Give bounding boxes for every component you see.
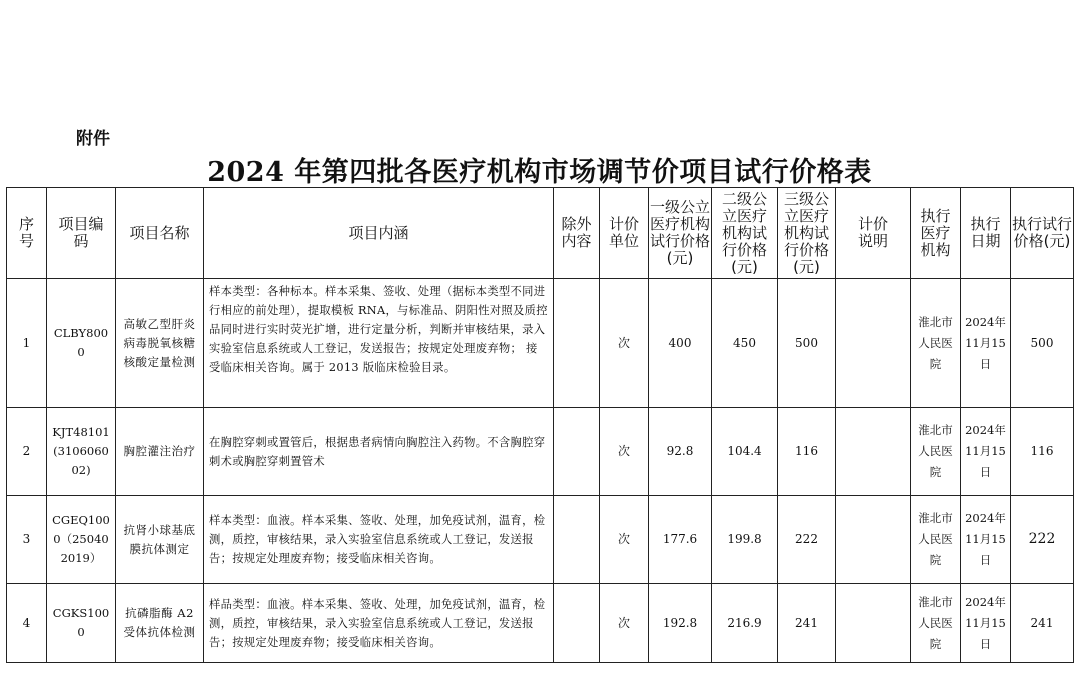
cell-unit: 次 <box>600 408 649 496</box>
header-code: 项目编码 <box>47 188 116 279</box>
cell-date: 2024年11月15日 <box>961 584 1011 663</box>
table-header-row <box>7 188 1074 279</box>
cell-code: CGEQ1000（250402019） <box>47 496 116 584</box>
header-exclude: 除外内容 <box>554 188 600 279</box>
cell-exec-price: 116 <box>1011 408 1074 496</box>
header-price1: 一级公立医疗机构试行价格(元) <box>649 188 712 279</box>
cell-price1: 400 <box>649 279 712 408</box>
cell-code: CLBY8000 <box>47 279 116 408</box>
cell-exclude <box>554 279 600 408</box>
cell-date: 2024年11月15日 <box>961 408 1011 496</box>
cell-code: CGKS1000 <box>47 584 116 663</box>
cell-content: 在胸腔穿刺或置管后，根据患者病情向胸腔注入药物。不含胸腔穿刺术或胸腔穿刺置管术 <box>204 408 554 496</box>
header-date: 执行日期 <box>961 188 1011 279</box>
cell-name: 抗肾小球基底膜抗体测定 <box>116 496 204 584</box>
cell-price2: 199.8 <box>712 496 778 584</box>
cell-exclude <box>554 408 600 496</box>
cell-content: 样本类型：各种标本。样本采集、签收、处理（据标本类型不同进行相应的前处理），提取模板 RNA，与标准品、阴阳性对照及质控品同时进行实时荧光扩增，进行定量分析，判断并审核结果，录入实验室信息系统或人工登记，发送报告；按规定处理废弃物； 接受临床相关咨询。属于 2013 版临床检验目录。 <box>204 279 554 408</box>
cell-date: 2024年11月15日 <box>961 496 1011 584</box>
header-content: 项目内涵 <box>204 188 554 279</box>
cell-price1: 92.8 <box>649 408 712 496</box>
cell-institution: 淮北市人民医院 <box>911 496 961 584</box>
header-price2: 二级公立医疗机构试行价格(元) <box>712 188 778 279</box>
cell-price1: 192.8 <box>649 584 712 663</box>
cell-institution: 淮北市人民医院 <box>911 279 961 408</box>
cell-unit: 次 <box>600 584 649 663</box>
cell-price3: 500 <box>778 279 836 408</box>
attachment-label: 附件 <box>76 129 110 149</box>
cell-price2: 104.4 <box>712 408 778 496</box>
cell-exec-price: 241 <box>1011 584 1074 663</box>
cell-unit: 次 <box>600 279 649 408</box>
cell-content: 样本类型：血液。样本采集、签收、处理，加免疫试剂，温育，检测，质控，审核结果，录入实验室信息系统或人工登记，发送报告；按规定处理废弃物；接受临床相关咨询。 <box>204 496 554 584</box>
cell-institution: 淮北市人民医院 <box>911 408 961 496</box>
cell-price3: 241 <box>778 584 836 663</box>
cell-code: KJT48101(310606002) <box>47 408 116 496</box>
cell-note <box>836 408 911 496</box>
document-title: 2024 年第四批各医疗机构市场调节价项目试行价格表 <box>207 157 872 188</box>
cell-content: 样品类型：血液。样本采集、签收、处理，加免疫试剂，温育，检测，质控，审核结果，录入实验室信息系统或人工登记，发送报告；按规定处理废弃物；接受临床相关咨询。 <box>204 584 554 663</box>
cell-seq: 3 <box>7 496 47 584</box>
cell-institution: 淮北市人民医院 <box>911 584 961 663</box>
header-exec-price: 执行试行价格(元) <box>1011 188 1074 279</box>
header-price3: 三级公立医疗机构试行价格(元) <box>778 188 836 279</box>
cell-date: 2024年11月15日 <box>961 279 1011 408</box>
cell-price2: 216.9 <box>712 584 778 663</box>
cell-exec-price: 222 <box>1011 496 1074 584</box>
table-row <box>7 408 1074 496</box>
header-institution: 执行医疗机构 <box>911 188 961 279</box>
cell-price2: 450 <box>712 279 778 408</box>
cell-name: 胸腔灌注治疗 <box>116 408 204 496</box>
cell-note <box>836 279 911 408</box>
price-table <box>6 187 1074 663</box>
cell-exclude <box>554 496 600 584</box>
header-seq: 序号 <box>7 188 47 279</box>
table-row <box>7 496 1074 584</box>
cell-seq: 1 <box>7 279 47 408</box>
cell-exclude <box>554 584 600 663</box>
table-row <box>7 584 1074 663</box>
table-row <box>7 279 1074 408</box>
cell-price3: 222 <box>778 496 836 584</box>
cell-seq: 4 <box>7 584 47 663</box>
cell-unit: 次 <box>600 496 649 584</box>
cell-note <box>836 584 911 663</box>
header-note: 计价说明 <box>836 188 911 279</box>
header-unit: 计价单位 <box>600 188 649 279</box>
header-name: 项目名称 <box>116 188 204 279</box>
cell-seq: 2 <box>7 408 47 496</box>
cell-price1: 177.6 <box>649 496 712 584</box>
cell-name: 抗磷脂酶 A2 受体抗体检测 <box>116 584 204 663</box>
cell-name: 高敏乙型肝炎病毒脱氧核糖核酸定量检测 <box>116 279 204 408</box>
cell-note <box>836 496 911 584</box>
cell-exec-price: 500 <box>1011 279 1074 408</box>
cell-price3: 116 <box>778 408 836 496</box>
